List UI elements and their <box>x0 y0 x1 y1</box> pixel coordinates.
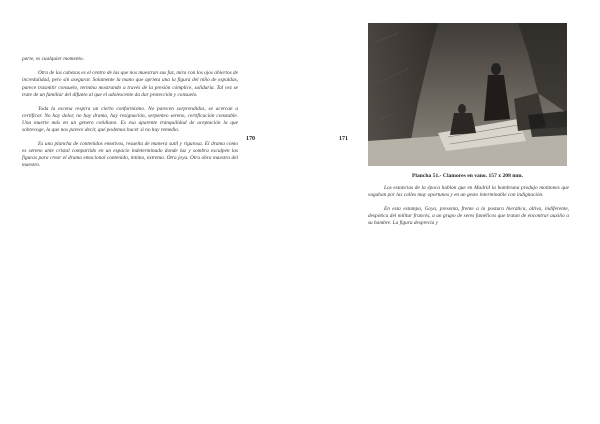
right-page-number: 171 <box>339 136 348 142</box>
goya-etching-plate <box>368 23 567 166</box>
left-paragraph-2: Otra de las cabezas es el centro de las que nos muestran sus faz, mira con los ojos abiertos de incredulidad, pero sin asegurar. Solamente la mano que aprieta una la figura del niño de espaldas, parece trasmitir consuelo, termina mostrando a través de la presión cómplice, solidaria. Tal vez se trate de un familiar del difunto al que el adolescente da dar protección y consuelo. <box>22 70 238 98</box>
right-paragraph-1: Los estancias de la época hablan que en Madrid la hambruna produjo montones que vagaban por las calles muy oportunos y en un gesto interminable con indignación. <box>368 185 569 199</box>
right-paragraph-2: En esta estampa, Goya, presenta, frente a la postura hierática, altiva, indiferente, despótica del militar francés, a un grupo de seres famélicos que tratan de encontrar auxilio a su hambre. La figura desprecia y <box>368 205 569 227</box>
left-page-number: 170 <box>246 136 255 142</box>
left-paragraph-1: parte, es cualquier momento. <box>22 56 84 62</box>
plate-caption: Plancha 51.- Clamores en vano. 157 x 208 mm. <box>412 173 523 179</box>
left-page-text <box>22 56 238 176</box>
right-page-text <box>368 185 569 234</box>
left-paragraph-3: Toda la escena respira un cierto conformismo. No parecen sorprendidos, se acercan a certificar. No hay dolor, no hay drama, hay resignación, serpenteo sereno, certificación constable. Una muerte más en un genero cotidiano. Es esa aparente tranquilidad de aceptación la que sobrecoge, la que nos parece decir, qué podemos hacer si no hay remedio. <box>22 105 238 134</box>
left-paragraph-4: Es una plancha de contenidos emotivos, resuelta de manera sutil y rigurosa. El drama como es sereno ante cristal compartido en un espacio indeterminado donde luz y sombra esculpen las figuras para crear el drama emocional contenido, íntimo, extremo. Otra joya. Otra obra maestra del maestro. <box>22 140 238 169</box>
